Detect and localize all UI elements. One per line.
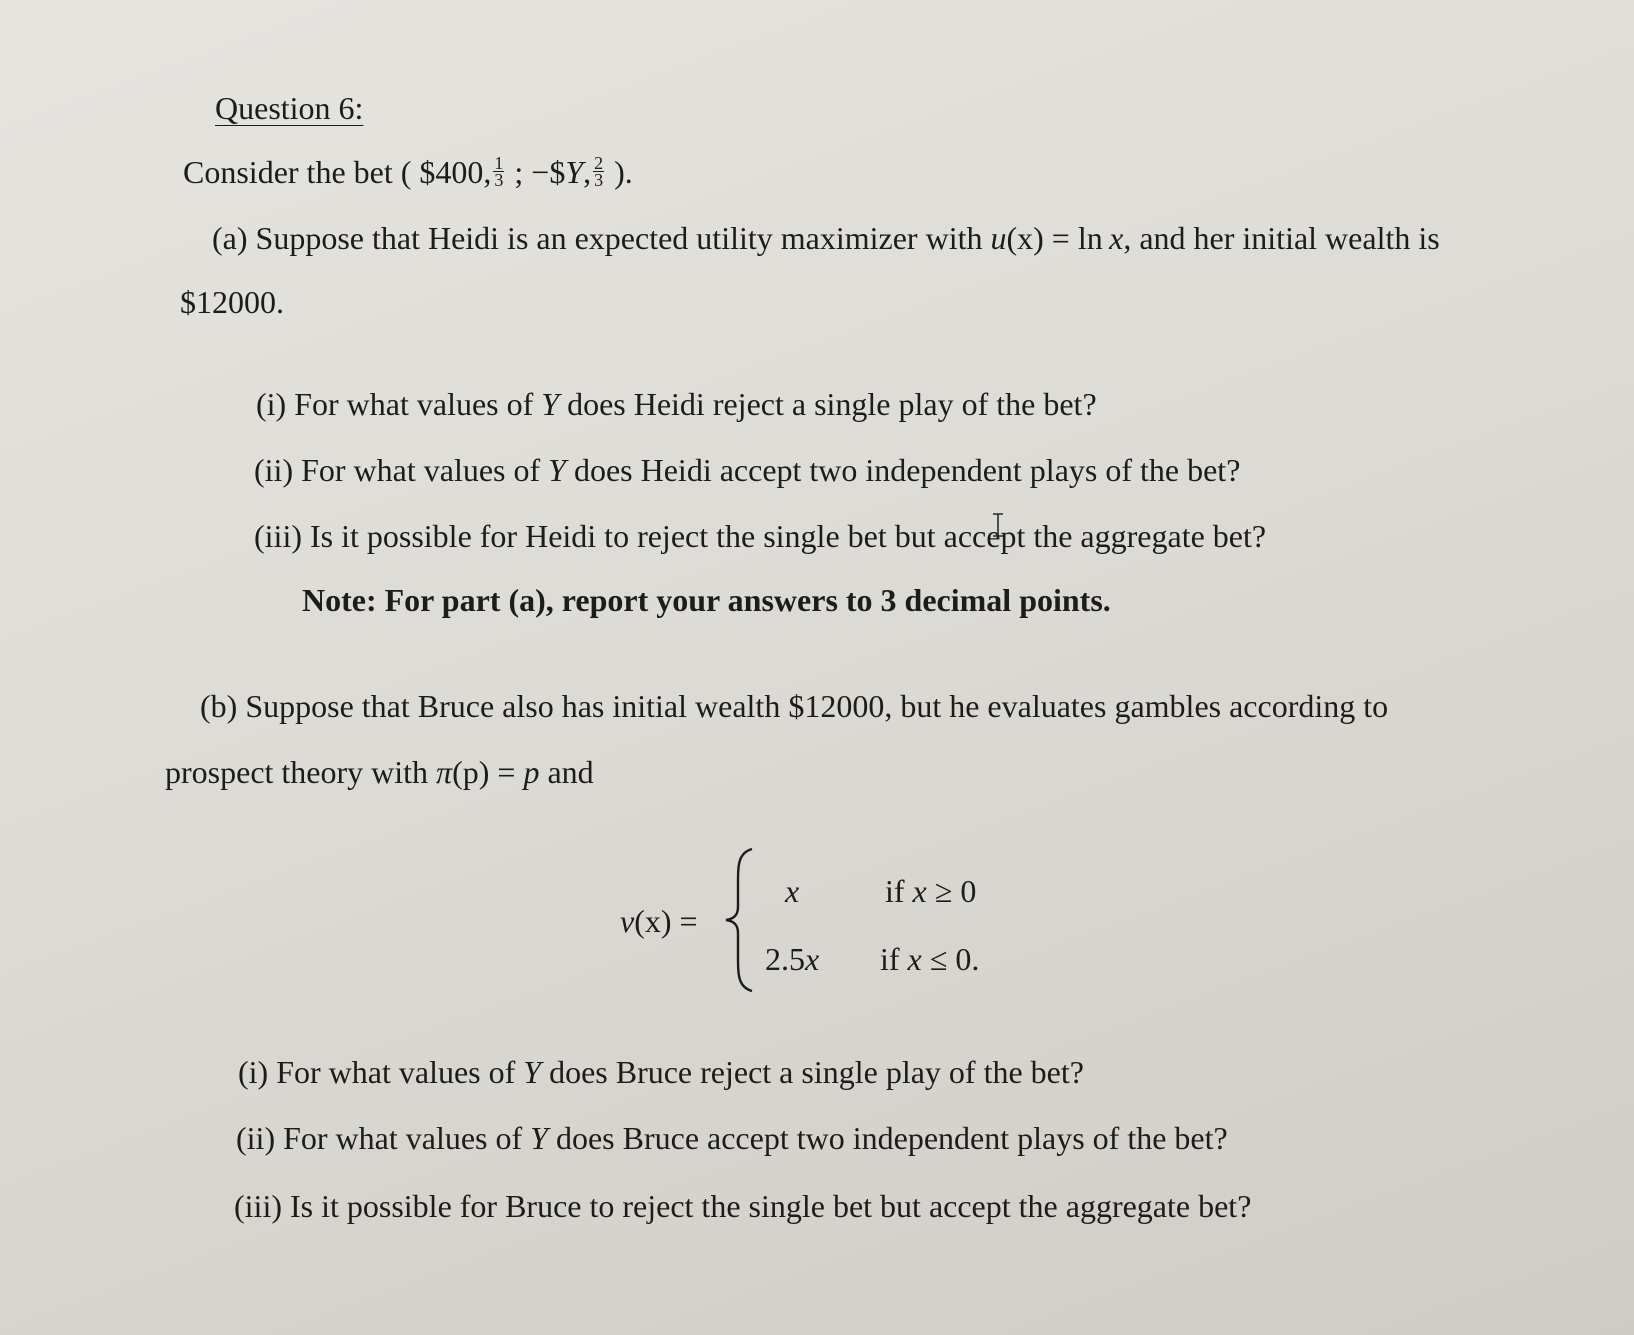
case-1-condition: if x ≥ 0 (885, 873, 977, 909)
part-a-question-ii: (ii) For what values of Y does Heidi accept two independent plays of the bet? (254, 452, 1241, 488)
bet-prefix: Consider the bet ( (183, 154, 412, 190)
part-b-question-ii: (ii) For what values of Y does Bruce accept two independent plays of the bet? (236, 1120, 1228, 1156)
value-function-lhs: v(x) = (620, 903, 698, 939)
left-brace-icon (722, 845, 762, 995)
case-1-value: x (785, 873, 800, 909)
case-2-condition: if x ≤ 0. (880, 941, 980, 977)
question-title: Question 6: (215, 90, 364, 126)
part-a-note: Note: For part (a), report your answers to 3 decimal points. (302, 582, 1111, 618)
part-b-question-i: (i) For what values of Y does Bruce reject a single play of the bet? (238, 1054, 1084, 1090)
bet-loss: −$ (531, 154, 566, 190)
prob-one-third: $\frac{1}{3}$ (494, 153, 504, 191)
bet-separator: ; (514, 154, 524, 190)
bet-gain: $400, (419, 154, 492, 190)
part-a-question-i: (i) For what values of Y does Heidi reject a single play of the bet? (256, 386, 1097, 422)
bet-suffix: ). (614, 154, 633, 190)
bet-definition: Consider the bet ( $400, $\frac{1}{3}$ ; −$Y, $\frac{2}{3}$ ). (183, 153, 633, 191)
prob-two-thirds: $\frac{2}{3}$ (594, 153, 604, 191)
text-cursor-icon (990, 512, 1006, 538)
case-2-value: 2.5x (765, 941, 820, 977)
part-a-question-iii: (iii) Is it possible for Heidi to reject the single bet but accept the aggregate bet? (254, 518, 1267, 554)
part-b-intro: (b) Suppose that Bruce also has initial wealth $12000, but he evaluates gambles according to (200, 688, 1389, 724)
value-function-piecewise (620, 845, 1040, 1005)
part-b-question-iii: (iii) Is it possible for Bruce to reject the single bet but accept the aggregate bet? (234, 1188, 1252, 1224)
part-a-wealth: $12000. (180, 284, 284, 320)
part-b-intro-cont: prospect theory with π(p) = p and (165, 754, 594, 790)
part-a-intro: (a) Suppose that Heidi is an expected utility maximizer with u(x) = ln x, and her initial wealth is (212, 220, 1440, 256)
bet-loss-var: Y (565, 154, 584, 190)
